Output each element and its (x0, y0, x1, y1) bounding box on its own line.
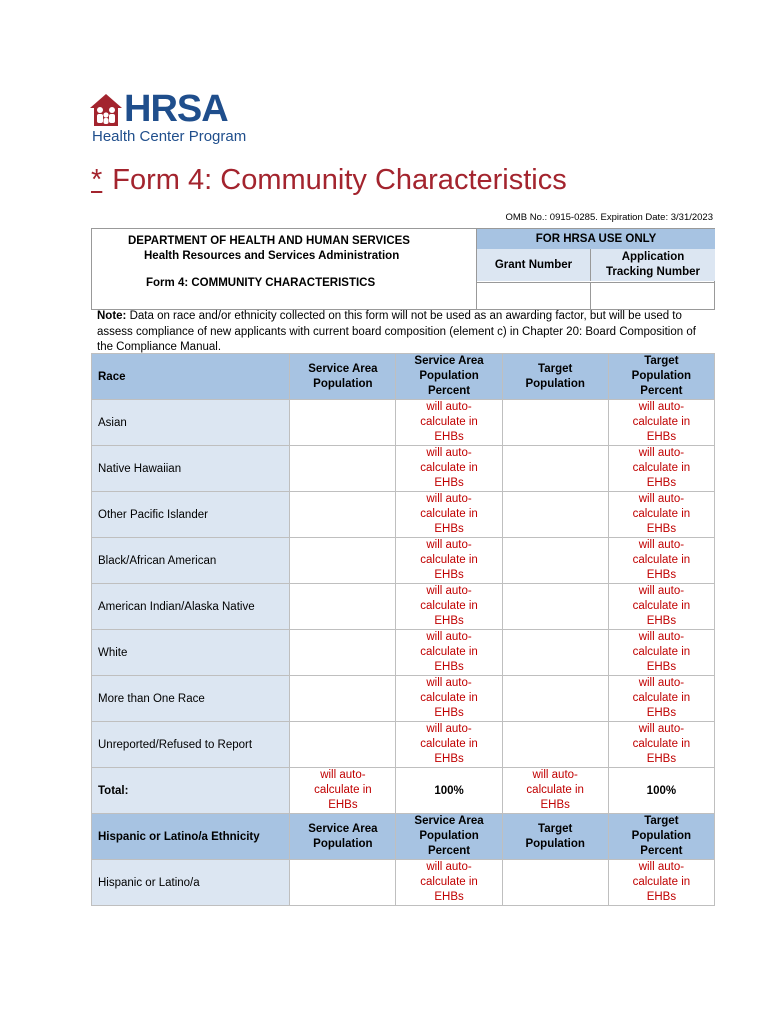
service-area-total-auto: will auto- calculate in EHBs (290, 768, 396, 814)
target-percent-auto: will auto- calculate in EHBs (608, 630, 714, 676)
table-row (92, 446, 715, 492)
agency-name: Health Resources and Services Administration (144, 250, 400, 262)
service-area-population-input[interactable] (290, 676, 396, 722)
race-header-row (92, 354, 715, 400)
department-name: DEPARTMENT OF HEALTH AND HUMAN SERVICES (128, 235, 410, 247)
target-population-input[interactable] (502, 538, 608, 584)
target-population-input[interactable] (502, 630, 608, 676)
service-area-percent-auto: will auto- calculate in EHBs (396, 722, 502, 768)
target-percent-auto: will auto- calculate in EHBs (608, 538, 714, 584)
target-percent-auto: will auto- calculate in EHBs (608, 584, 714, 630)
note-text: Data on race and/or ethnicity collected on this form will not be used as an awarding factor, but will be used to assess compliance of new applicants with current board composition (element c) in Chapter 20: Board Composition of the Compliance Manual. (97, 310, 696, 353)
table-row (92, 860, 715, 906)
target-population-input[interactable] (502, 676, 608, 722)
note-label: Note: (97, 310, 127, 322)
target-percent-auto: will auto- calculate in EHBs (608, 492, 714, 538)
agency-block (92, 229, 476, 309)
target-population-input[interactable] (502, 584, 608, 630)
column-header-service-area-percent: Service Area Population Percent (396, 814, 502, 860)
service-area-population-input[interactable] (290, 722, 396, 768)
logo-wordmark: HRSA (124, 88, 228, 130)
column-header-target-population: Target Population (502, 354, 608, 400)
column-header-service-area-population: Service Area Population (290, 354, 396, 400)
table-row (92, 722, 715, 768)
service-area-percent-auto: will auto- calculate in EHBs (396, 538, 502, 584)
hrsa-logo (88, 88, 278, 150)
total-label: Total: (92, 768, 290, 814)
column-header-target-population: Target Population (502, 814, 608, 860)
target-percent-auto: will auto- calculate in EHBs (608, 400, 714, 446)
application-tracking-field[interactable] (591, 282, 715, 310)
logo-subtitle: Health Center Program (92, 128, 247, 145)
column-header-label: Hispanic or Latino/a Ethnicity (92, 814, 290, 860)
page-title (91, 164, 567, 197)
target-total-auto: will auto- calculate in EHBs (502, 768, 608, 814)
service-area-percent-auto: will auto- calculate in EHBs (396, 860, 502, 906)
service-area-percent-total: 100% (396, 768, 502, 814)
column-header-service-area-percent: Service Area Population Percent (396, 354, 502, 400)
form-caption: Form 4: COMMUNITY CHARACTERISTICS (146, 277, 376, 289)
service-area-percent-auto: will auto- calculate in EHBs (396, 630, 502, 676)
target-population-input[interactable] (502, 492, 608, 538)
table-row (92, 630, 715, 676)
service-area-population-input[interactable] (290, 584, 396, 630)
page-title-text: Form 4: Community Characteristics (112, 164, 567, 196)
column-header-service-area-population: Service Area Population (290, 814, 396, 860)
application-tracking-label-line1: Application (621, 251, 685, 263)
column-header-label: Race (92, 354, 290, 400)
target-percent-auto: will auto- calculate in EHBs (608, 446, 714, 492)
ethnicity-label: Hispanic or Latino/a (92, 860, 290, 906)
race-label: Native Hawaiian (92, 446, 290, 492)
target-percent-auto: will auto- calculate in EHBs (608, 722, 714, 768)
community-characteristics-table (91, 353, 715, 906)
service-area-population-input[interactable] (290, 538, 396, 584)
grant-number-label: Grant Number (477, 249, 591, 281)
table-row (92, 400, 715, 446)
service-area-percent-auto: will auto- calculate in EHBs (396, 400, 502, 446)
target-percent-auto: will auto- calculate in EHBs (608, 860, 714, 906)
target-population-input[interactable] (502, 860, 608, 906)
race-label: Asian (92, 400, 290, 446)
service-area-population-input[interactable] (290, 400, 396, 446)
target-population-input[interactable] (502, 400, 608, 446)
race-label: White (92, 630, 290, 676)
service-area-population-input[interactable] (290, 446, 396, 492)
table-row (92, 538, 715, 584)
health-center-house-icon (88, 92, 124, 128)
race-label: Other Pacific Islander (92, 492, 290, 538)
service-area-percent-auto: will auto- calculate in EHBs (396, 446, 502, 492)
application-tracking-label-line2: Tracking Number (606, 266, 700, 278)
service-area-population-input[interactable] (290, 630, 396, 676)
service-area-population-input[interactable] (290, 492, 396, 538)
omb-number: OMB No.: 0915-0285. Expiration Date: 3/31/2023 (505, 212, 713, 223)
service-area-percent-auto: will auto- calculate in EHBs (396, 492, 502, 538)
target-population-input[interactable] (502, 446, 608, 492)
service-area-percent-auto: will auto- calculate in EHBs (396, 584, 502, 630)
target-percent-total: 100% (608, 768, 714, 814)
target-percent-auto: will auto- calculate in EHBs (608, 676, 714, 722)
race-label: American Indian/Alaska Native (92, 584, 290, 630)
application-tracking-label (591, 249, 715, 281)
race-label: Black/African American (92, 538, 290, 584)
form-header-box (91, 228, 715, 310)
service-area-percent-auto: will auto- calculate in EHBs (396, 676, 502, 722)
race-label: Unreported/Refused to Report (92, 722, 290, 768)
race-label: More than One Race (92, 676, 290, 722)
target-population-input[interactable] (502, 722, 608, 768)
ethnicity-header-row (92, 814, 715, 860)
column-header-target-percent: Target Population Percent (608, 354, 714, 400)
service-area-population-input[interactable] (290, 860, 396, 906)
column-header-target-percent: Target Population Percent (608, 814, 714, 860)
total-row (92, 768, 715, 814)
hrsa-use-only-block (476, 229, 715, 309)
hrsa-use-only-heading: FOR HRSA USE ONLY (477, 229, 715, 249)
table-row (92, 676, 715, 722)
note-paragraph (97, 309, 709, 356)
grant-number-field[interactable] (477, 282, 591, 310)
required-marker: * (91, 164, 103, 196)
table-row (92, 492, 715, 538)
table-row (92, 584, 715, 630)
